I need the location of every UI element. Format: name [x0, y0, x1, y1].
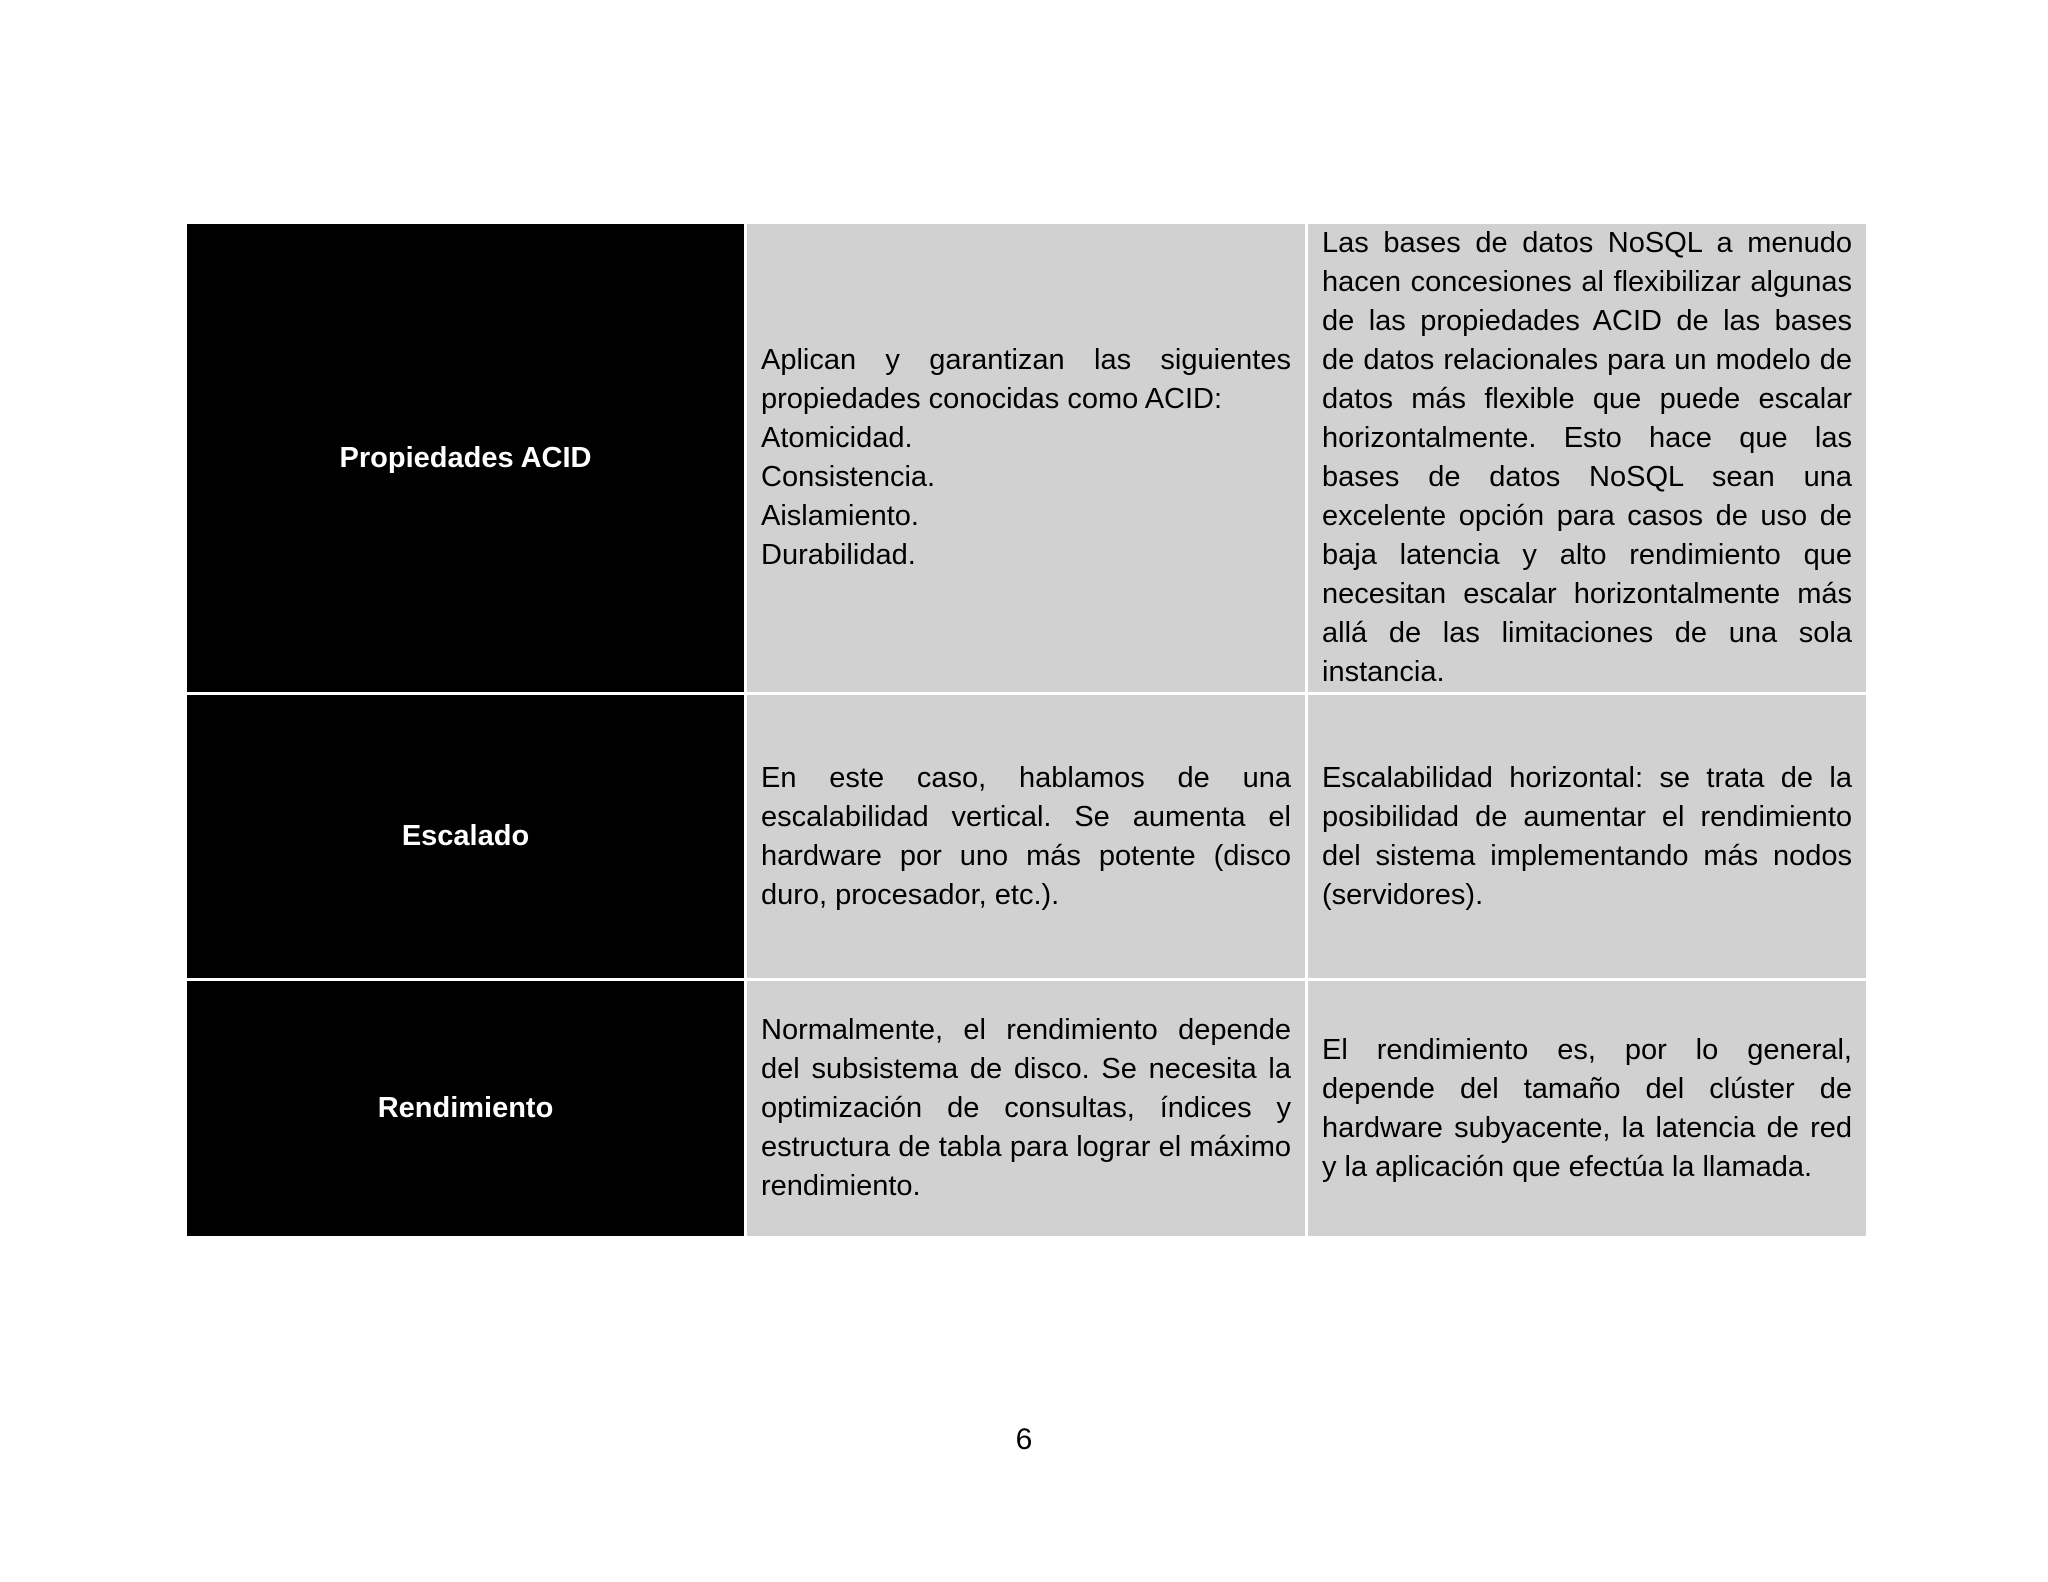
comparison-table [184, 221, 1869, 1239]
relational-cell-acid [746, 223, 1307, 694]
acid-item-atomicity: Atomicidad. [761, 422, 913, 454]
acid-intro-text: Aplican y garantizan las siguientes propiedades conocidas como ACID: [761, 344, 1291, 415]
row-label-acid: Propiedades ACID [186, 223, 746, 694]
table-row-acid [186, 223, 1868, 694]
table-row-escalado [186, 694, 1868, 980]
page-number: 6 [1015, 1423, 1033, 1456]
nosql-cell-escalado: Escalabilidad horizontal: se trata de la posibilidad de aumentar el rendimiento del sistema implementando más nodos (servidores). [1307, 694, 1868, 980]
acid-item-isolation: Aislamiento. [761, 500, 919, 532]
row-label-rendimiento: Rendimiento [186, 980, 746, 1238]
table-row-rendimiento [186, 980, 1868, 1238]
relational-cell-rendimiento: Normalmente, el rendimiento depende del subsistema de disco. Se necesita la optimización de consultas, índices y estructura de tabla para lograr el máximo rendimiento. [746, 980, 1307, 1238]
relational-cell-escalado: En este caso, hablamos de una escalabilidad vertical. Se aumenta el hardware por uno más potente (disco duro, procesador, etc.). [746, 694, 1307, 980]
acid-item-durability: Durabilidad. [761, 539, 916, 571]
acid-item-consistency: Consistencia. [761, 461, 936, 493]
nosql-cell-acid: Las bases de datos NoSQL a menudo hacen concesiones al flexibilizar algunas de las propiedades ACID de las bases de datos relacionales para un modelo de datos más flexible que puede escalar horizontalmente. Esto hace que las bases de datos NoSQL sean una excelente opción para casos de uso de baja latencia y alto rendimiento que necesitan escalar horizontalmente más allá de las limitaciones de una sola instancia. [1307, 223, 1868, 694]
row-label-escalado: Escalado [186, 694, 746, 980]
nosql-cell-rendimiento: El rendimiento es, por lo general, depende del tamaño del clúster de hardware subyacente, la latencia de red y la aplicación que efectúa la llamada. [1307, 980, 1868, 1238]
